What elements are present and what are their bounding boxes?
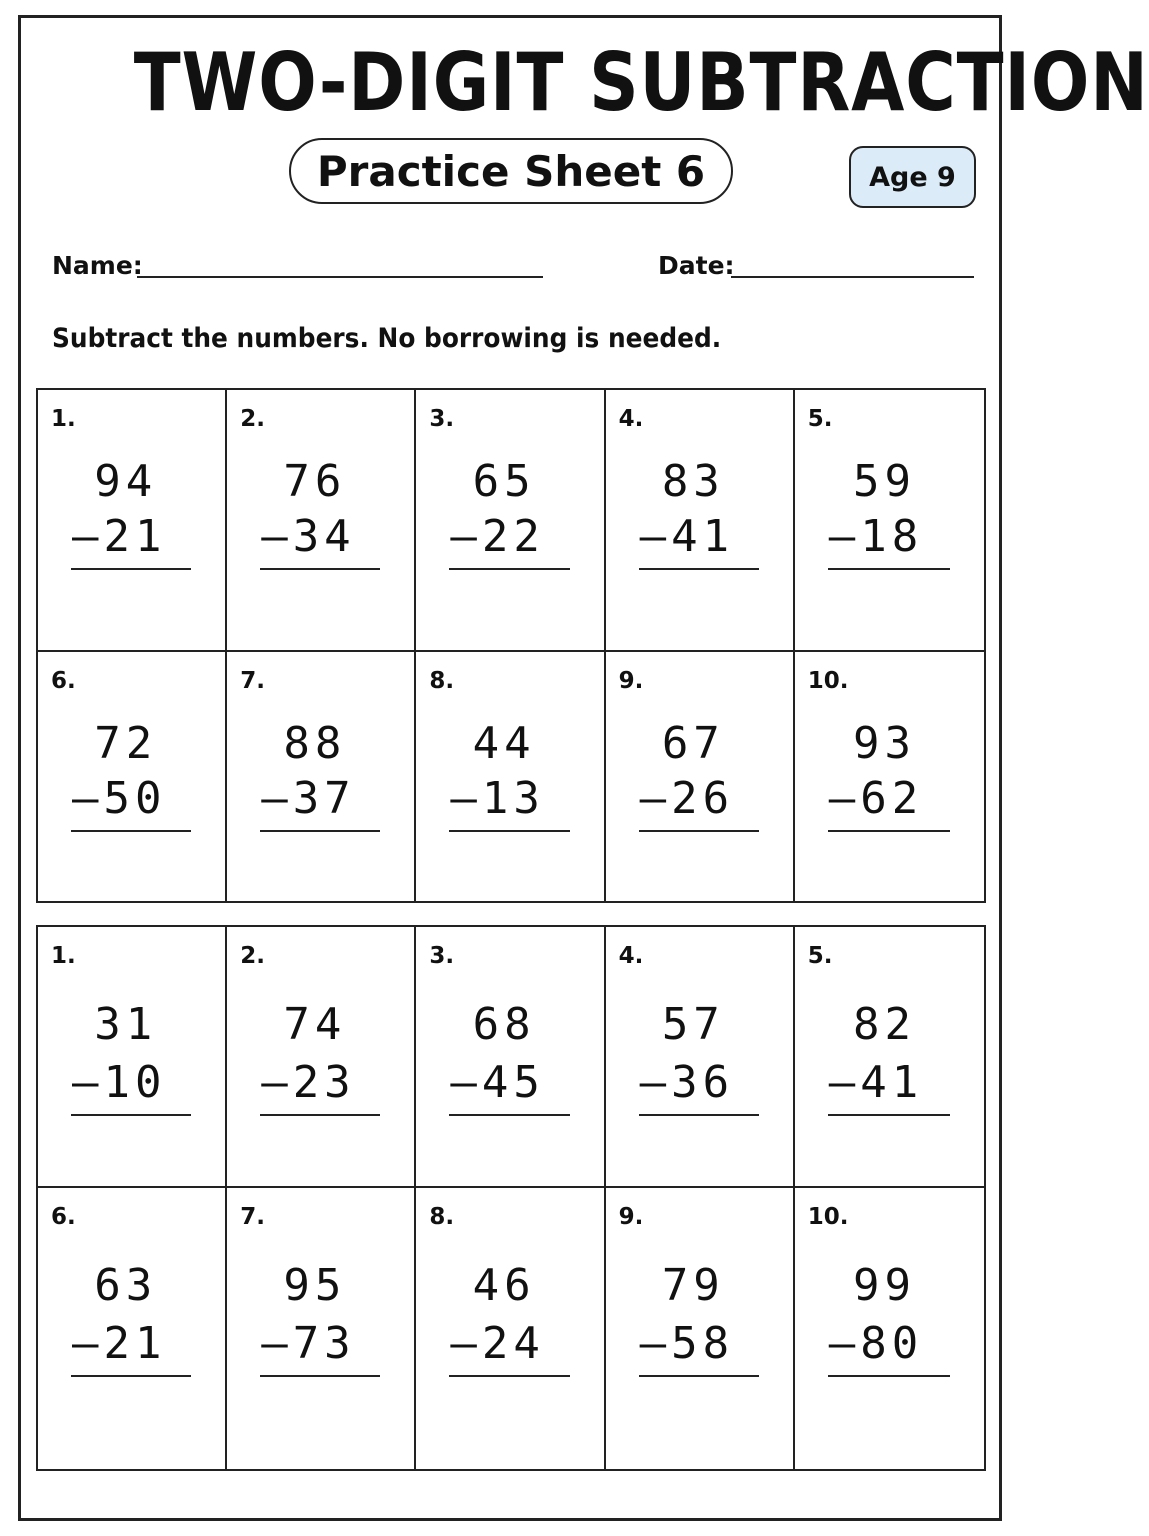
answer-line[interactable] <box>71 568 191 570</box>
answer-line[interactable] <box>639 1375 759 1377</box>
minus-sign: – <box>450 1057 482 1108</box>
problem-cell <box>606 390 795 652</box>
worksheet-title: TWO-DIGIT SUBTRACTION <box>133 36 1149 129</box>
subtrahend-row <box>639 511 735 562</box>
answer-line[interactable] <box>71 830 191 832</box>
problem-cell <box>38 652 227 901</box>
minuend: 31 <box>94 999 158 1050</box>
problem-number: 2. <box>240 406 265 432</box>
minus-sign: – <box>72 773 104 824</box>
problem-cell <box>227 652 416 901</box>
answer-line[interactable] <box>449 1375 569 1377</box>
answer-line[interactable] <box>449 830 569 832</box>
minus-sign: – <box>828 1318 861 1369</box>
answer-line[interactable] <box>260 568 380 570</box>
problem-cell <box>227 1188 416 1469</box>
problem-cell <box>227 927 416 1188</box>
answer-line[interactable] <box>71 1114 191 1116</box>
minuend: 44 <box>472 718 536 769</box>
subtrahend-row <box>450 1057 545 1108</box>
practice-sheet-label: Practice Sheet 6 <box>289 138 733 204</box>
minuend: 67 <box>661 718 725 769</box>
problem-cell <box>227 390 416 652</box>
subtrahend: 41 <box>671 511 735 562</box>
answer-line[interactable] <box>260 830 380 832</box>
problem-number: 4. <box>618 943 644 969</box>
subtrahend: 10 <box>103 1057 167 1108</box>
problem-number: 7. <box>240 668 265 694</box>
minus-sign: – <box>72 1057 104 1108</box>
subtrahend: 34 <box>292 511 356 562</box>
answer-line[interactable] <box>828 1375 950 1377</box>
subtrahend: 13 <box>481 773 545 824</box>
minuend: 93 <box>853 718 916 769</box>
answer-line[interactable] <box>260 1114 380 1116</box>
minuend: 88 <box>283 718 347 769</box>
subtrahend: 36 <box>671 1057 735 1108</box>
problem-number: 10. <box>807 1204 849 1230</box>
problem-number: 10. <box>807 668 849 694</box>
answer-line[interactable] <box>828 568 950 570</box>
problem-number: 3. <box>429 943 455 969</box>
subtrahend-row <box>72 1318 167 1369</box>
minuend: 68 <box>472 999 536 1050</box>
subtrahend: 18 <box>860 511 924 562</box>
subtrahend: 21 <box>103 1318 167 1369</box>
minuend: 57 <box>661 999 725 1050</box>
subtrahend-row <box>261 1057 356 1108</box>
subtrahend-row <box>639 773 735 824</box>
answer-line[interactable] <box>828 1114 950 1116</box>
minus-sign: – <box>261 1057 293 1108</box>
name-label: Name: <box>52 251 143 280</box>
answer-line[interactable] <box>639 830 759 832</box>
minus-sign: – <box>828 511 861 562</box>
problem-number: 2. <box>240 943 265 969</box>
subtrahend-row <box>639 1318 735 1369</box>
subtrahend: 23 <box>292 1057 356 1108</box>
problem-cell <box>795 390 984 652</box>
subtrahend: 22 <box>481 511 545 562</box>
subtrahend: 37 <box>292 773 356 824</box>
subtrahend-row <box>828 1318 924 1369</box>
problem-cell <box>606 927 795 1188</box>
age-badge: Age 9 <box>849 146 976 208</box>
subtrahend-row <box>450 1318 545 1369</box>
answer-line[interactable] <box>639 1114 759 1116</box>
subtrahend: 45 <box>481 1057 545 1108</box>
minuend: 76 <box>283 456 347 507</box>
subtrahend-row <box>72 773 167 824</box>
minus-sign: – <box>72 511 104 562</box>
problem-number: 8. <box>429 1204 455 1230</box>
problem-number: 9. <box>618 668 644 694</box>
problem-cell <box>795 1188 984 1469</box>
minuend: 99 <box>853 1260 916 1311</box>
subtrahend: 24 <box>481 1318 545 1369</box>
subtrahend: 73 <box>292 1318 356 1369</box>
subtrahend-row <box>828 1057 924 1108</box>
problem-cell <box>416 652 605 901</box>
subtrahend: 50 <box>103 773 167 824</box>
date-label: Date: <box>658 251 735 280</box>
answer-line[interactable] <box>828 830 950 832</box>
problem-cell <box>38 1188 227 1469</box>
problem-cell <box>795 927 984 1188</box>
answer-line[interactable] <box>260 1375 380 1377</box>
minus-sign: – <box>639 511 672 562</box>
problem-cell <box>416 927 605 1188</box>
problem-number: 5. <box>807 943 833 969</box>
minus-sign: – <box>72 1318 104 1369</box>
subtrahend-row <box>261 511 356 562</box>
subtrahend-row <box>450 773 545 824</box>
problem-number: 9. <box>618 1204 644 1230</box>
minus-sign: – <box>261 1318 293 1369</box>
minus-sign: – <box>261 511 293 562</box>
minuend: 63 <box>94 1260 158 1311</box>
subtrahend-row <box>261 1318 356 1369</box>
name-field[interactable] <box>137 276 543 278</box>
minuend: 83 <box>661 456 725 507</box>
problem-cell <box>416 1188 605 1469</box>
problem-number: 4. <box>618 406 644 432</box>
minus-sign: – <box>261 773 293 824</box>
minus-sign: – <box>639 773 672 824</box>
minuend: 46 <box>472 1260 536 1311</box>
subtrahend: 80 <box>860 1318 924 1369</box>
problem-number: 5. <box>807 406 833 432</box>
subtrahend-row <box>828 511 924 562</box>
problem-number: 7. <box>240 1204 265 1230</box>
problem-number: 3. <box>429 406 455 432</box>
problem-cell <box>38 390 227 652</box>
answer-line[interactable] <box>449 568 569 570</box>
problem-cell <box>38 927 227 1188</box>
problem-number: 1. <box>51 943 76 969</box>
minuend: 59 <box>853 456 916 507</box>
answer-line[interactable] <box>71 1375 191 1377</box>
minuend: 82 <box>853 999 916 1050</box>
minuend: 74 <box>283 999 347 1050</box>
instructions: Subtract the numbers. No borrowing is needed. <box>52 323 722 354</box>
problem-cell <box>795 652 984 901</box>
subtrahend-row <box>72 511 167 562</box>
subtrahend: 21 <box>103 511 167 562</box>
subtrahend: 58 <box>671 1318 735 1369</box>
subtrahend: 62 <box>860 773 924 824</box>
minuend: 94 <box>94 456 158 507</box>
date-field[interactable] <box>731 276 974 278</box>
minuend: 95 <box>283 1260 347 1311</box>
minus-sign: – <box>639 1057 672 1108</box>
minus-sign: – <box>828 1057 861 1108</box>
problem-cell <box>416 390 605 652</box>
subtrahend-row <box>639 1057 735 1108</box>
problem-number: 6. <box>51 1204 76 1230</box>
problem-grid-2 <box>36 925 986 1471</box>
answer-line[interactable] <box>639 568 759 570</box>
minus-sign: – <box>450 773 482 824</box>
problem-number: 8. <box>429 668 455 694</box>
problem-cell <box>606 652 795 901</box>
problem-cell <box>606 1188 795 1469</box>
subtrahend-row <box>261 773 356 824</box>
minus-sign: – <box>639 1318 672 1369</box>
subtrahend-row <box>72 1057 167 1108</box>
problem-number: 6. <box>51 668 76 694</box>
problem-number: 1. <box>51 406 76 432</box>
subtrahend-row <box>828 773 924 824</box>
subtrahend: 41 <box>860 1057 924 1108</box>
minus-sign: – <box>450 1318 482 1369</box>
minuend: 65 <box>472 456 536 507</box>
subtrahend-row <box>450 511 545 562</box>
answer-line[interactable] <box>449 1114 569 1116</box>
minus-sign: – <box>828 773 861 824</box>
minuend: 79 <box>661 1260 725 1311</box>
problem-grid-1 <box>36 388 986 903</box>
minuend: 72 <box>94 718 158 769</box>
subtrahend: 26 <box>671 773 735 824</box>
minus-sign: – <box>450 511 482 562</box>
